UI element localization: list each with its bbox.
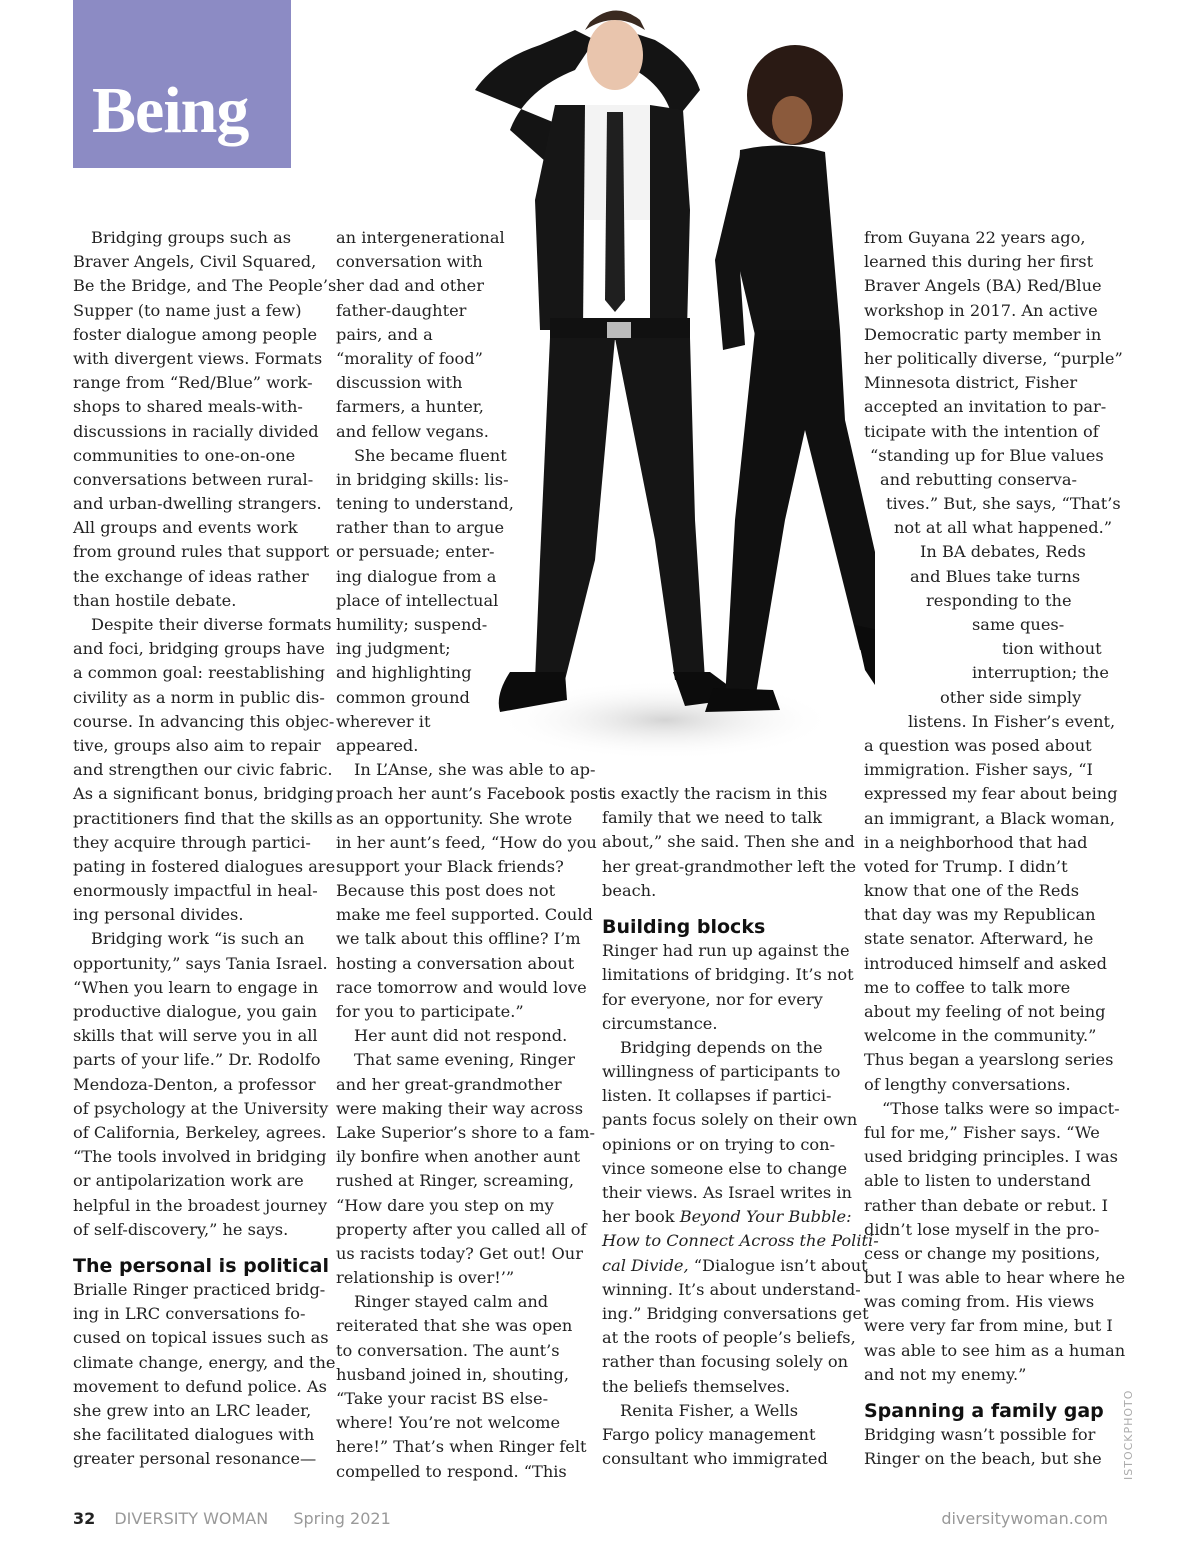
text-line: at the roots of people’s beliefs, — [602, 1328, 856, 1348]
text-line: helpful in the broadest journey — [73, 1195, 328, 1215]
text-line: with divergent views. Formats — [73, 348, 323, 368]
text-line: listen. It collapses if partici- — [602, 1086, 832, 1106]
text-line: was able to see him as a human — [864, 1340, 1126, 1360]
text-line: from Guyana 22 years ago, — [864, 228, 1086, 247]
text-line: state senator. Afterward, he — [864, 929, 1094, 949]
text-line: hosting a conversation about — [336, 953, 575, 973]
text-line: and rebutting conserva- — [880, 469, 1077, 489]
text-line: Minnesota district, Fisher — [864, 373, 1078, 393]
text-line: cal Divide, “Dialogue isn’t about — [602, 1255, 868, 1275]
text-line: ing personal divides. — [73, 905, 244, 925]
text-line: their views. As Israel writes in — [602, 1183, 852, 1202]
book-title-line: How to Connect Across the Politi- — [602, 1231, 879, 1251]
text-line: “When you learn to engage in — [73, 977, 319, 997]
text-line: her book Beyond Your Bubble: — [602, 1207, 852, 1227]
text-line: All groups and events work — [73, 518, 298, 538]
text-line: and her great-grandmother — [336, 1074, 562, 1094]
text-line: an immigrant, a Black woman, — [864, 808, 1115, 828]
section-title: Being — [92, 74, 249, 147]
text-line: ing in LRC conversations fo- — [73, 1304, 306, 1324]
text-line: welcome in the community.” — [864, 1026, 1097, 1046]
text-line: Her aunt did not respond. — [354, 1026, 568, 1046]
text-line: reiterated that she was open — [336, 1316, 573, 1336]
text-line: compelled to respond. “This — [336, 1461, 567, 1481]
text-line: ing.” Bridging conversations get — [602, 1303, 869, 1323]
text-line: she grew into an LRC leader, — [73, 1401, 312, 1420]
text-line: property after you called all of — [336, 1219, 587, 1239]
woman-figure — [705, 45, 875, 712]
text-line: didn’t lose myself in the pro- — [864, 1219, 1100, 1239]
text-line: humility; suspend- — [336, 615, 488, 634]
text-line: Thus began a yearslong series — [864, 1050, 1114, 1070]
text-line: “Take your racist BS else- — [336, 1389, 549, 1408]
text-line: a question was posed about — [864, 735, 1092, 755]
text-line: or antipolarization work are — [73, 1171, 304, 1191]
text-line: She became fluent — [354, 445, 507, 465]
text-line: opinions or on trying to con- — [602, 1134, 836, 1154]
text-line: Bridging wasn’t possible for — [864, 1425, 1096, 1445]
text-line: listens. In Fisher’s event, — [908, 711, 1116, 731]
text-line: “How dare you step on my — [336, 1195, 554, 1215]
text-line: voted for Trump. I didn’t — [864, 856, 1068, 876]
text-line: in her aunt’s feed, “How do you — [336, 832, 597, 852]
photo-credit: ISTOCKPHOTO — [1122, 1389, 1135, 1480]
text-line: Brialle Ringer practiced bridg- — [73, 1280, 326, 1300]
text-line: father-daughter — [336, 300, 467, 320]
text-line: in a neighborhood that had — [864, 832, 1088, 852]
text-line: circumstance. — [602, 1013, 718, 1033]
text-line: here!” That’s when Ringer felt — [336, 1437, 587, 1457]
text-line: of lengthy conversations. — [864, 1074, 1071, 1094]
text-line: of self-discovery,” he says. — [73, 1219, 289, 1239]
text-line: relationship is over!’” — [336, 1268, 515, 1288]
text-line: enormously impactful in heal- — [73, 881, 318, 901]
text-line: introduced himself and asked — [864, 953, 1107, 973]
text-line: wherever it — [336, 711, 431, 731]
footer-left — [73, 1509, 391, 1528]
text-line: a common goal: reestablishing — [73, 663, 325, 683]
text-line: ticipate with the intention of — [864, 421, 1099, 441]
text-line: conversation with — [336, 252, 483, 272]
text-line: Braver Angels, Civil Squared, — [73, 252, 317, 272]
text-line: Braver Angels (BA) Red/Blue — [864, 276, 1102, 296]
text-line: of psychology at the University — [73, 1098, 329, 1118]
text-line: they acquire through partici- — [73, 832, 311, 852]
text-line: ing dialogue from a — [336, 566, 497, 586]
text-line: and strengthen our civic fabric. — [73, 760, 333, 780]
subheading-personal-political: The personal is political — [73, 1254, 329, 1277]
text-line: Mendoza-Denton, a professor — [73, 1074, 316, 1094]
text-line: discussion with — [336, 373, 463, 393]
text-line: tives.” But, she says, “That’s — [886, 494, 1121, 514]
text-line: rushed at Ringer, screaming, — [336, 1171, 575, 1191]
text-line: ing judgment; — [336, 639, 451, 659]
text-line: learned this during her first — [864, 252, 1094, 272]
text-line: ful for me,” Fisher says. “We — [864, 1122, 1100, 1142]
text-line: foster dialogue among people — [73, 324, 318, 344]
text-line: in bridging skills: lis- — [336, 469, 509, 489]
text-line: an intergenerational — [336, 228, 505, 247]
text-line: range from “Red/Blue” work- — [73, 373, 313, 393]
text-line: the beliefs themselves. — [602, 1376, 791, 1396]
text-line: me to coffee to talk more — [864, 977, 1071, 997]
website-link[interactable]: diversitywoman.com — [941, 1509, 1108, 1528]
text-line: As a significant bonus, bridging — [73, 784, 334, 804]
text-line: willingness of participants to — [602, 1062, 841, 1082]
text-line: was coming from. His views — [864, 1292, 1095, 1312]
text-line: tening to understand, — [336, 494, 514, 514]
text-line: rather than focusing solely on — [602, 1352, 849, 1372]
text-line: climate change, energy, and the — [73, 1352, 336, 1372]
text-line: about my feeling of not being — [864, 1002, 1106, 1021]
text-line: race tomorrow and would love — [336, 977, 587, 997]
text-line: Renita Fisher, a Wells — [620, 1400, 798, 1420]
column-3 — [602, 782, 879, 1471]
text-line: Bridging depends on the — [620, 1037, 823, 1057]
text-line: for you to participate.” — [336, 1002, 524, 1021]
text-line: pating in fostered dialogues are — [73, 856, 336, 876]
text-line: In BA debates, Reds — [920, 542, 1086, 562]
text-line: greater personal resonance— — [73, 1449, 317, 1469]
issue-date: Spring 2021 — [293, 1509, 391, 1528]
text-line: limitations of bridging. It’s not — [602, 965, 854, 985]
text-line: interruption; the — [972, 663, 1109, 683]
text-line: Lake Superior’s shore to a fam- — [336, 1122, 595, 1142]
text-line: Despite their diverse formats — [91, 615, 332, 634]
text-line: than hostile debate. — [73, 590, 237, 610]
text-line: opportunity,” says Tania Israel. — [73, 953, 328, 973]
text-line: proach her aunt’s Facebook post — [336, 784, 605, 804]
text-line: us racists today? Get out! Our — [336, 1243, 583, 1263]
text-line: or persuade; enter- — [336, 542, 495, 562]
text-line: productive dialogue, you gain — [73, 1002, 318, 1021]
text-line: tive, groups also aim to repair — [73, 735, 321, 755]
text-line: same ques- — [972, 615, 1065, 634]
column-1 — [73, 226, 337, 1472]
text-line: and urban-dwelling strangers. — [73, 494, 322, 514]
text-line: communities to one-on-one — [73, 445, 296, 465]
text-line: conversations between rural- — [73, 469, 314, 489]
text-line: is exactly the racism in this — [602, 784, 828, 803]
text-line: winning. It’s about understand- — [602, 1279, 861, 1299]
text-line: expressed my fear about being — [864, 784, 1118, 804]
text-line: cess or change my positions, — [864, 1243, 1101, 1263]
text-line: Ringer stayed calm and — [354, 1292, 549, 1312]
text-line: Ringer on the beach, but she — [864, 1449, 1102, 1469]
page-number: 32 — [73, 1509, 96, 1528]
text-line: about,” she said. Then she and — [602, 832, 855, 852]
text-line: we talk about this offline? I’m — [336, 929, 581, 949]
text-line: “Those talks were so impact- — [882, 1098, 1120, 1118]
text-line: ily bonfire when another aunt — [336, 1147, 581, 1167]
subheading-spanning-family-gap: Spanning a family gap — [864, 1400, 1104, 1422]
text-line: and fellow vegans. — [336, 421, 489, 441]
text-line: In L’Anse, she was able to ap- — [354, 760, 596, 780]
text-line: consultant who immigrated — [602, 1449, 828, 1469]
text-line: “standing up for Blue values — [870, 445, 1104, 465]
text-line: her dad and other — [336, 276, 484, 296]
text-line: “The tools involved in bridging — [73, 1147, 327, 1167]
text-line: and highlighting — [336, 663, 472, 683]
text-line: make me feel supported. Could — [336, 905, 593, 925]
text-line: That same evening, Ringer — [354, 1050, 576, 1070]
text-line: rather than debate or rebut. I — [864, 1195, 1109, 1215]
text-line: from ground rules that support — [73, 542, 330, 562]
text-line: her great-grandmother left the — [602, 856, 857, 876]
text-line: beach. — [602, 880, 657, 900]
text-line: other side simply — [940, 687, 1082, 707]
text-line: place of intellectual — [336, 590, 499, 610]
text-line: common ground — [336, 687, 470, 707]
text-line: Ringer had run up against the — [602, 941, 850, 961]
text-line: pants focus solely on their own — [602, 1110, 858, 1130]
text-line: support your Black friends? — [336, 856, 564, 876]
text-line: rather than to argue — [336, 518, 505, 538]
text-line: Bridging groups such as — [91, 228, 292, 247]
text-line: immigration. Fisher says, “I — [864, 760, 1093, 780]
text-line: civility as a norm in public dis- — [73, 687, 325, 707]
text-line: parts of your life.” Dr. Rodolfo — [73, 1050, 321, 1070]
text-line: farmers, a hunter, — [336, 397, 484, 417]
text-line: she facilitated dialogues with — [73, 1425, 315, 1445]
text-line: course. In advancing this objec- — [73, 711, 335, 731]
text-line: Bridging work “is such an — [91, 929, 305, 949]
column-4 — [864, 226, 1126, 1472]
text-line: Supper (to name just a few) — [73, 300, 302, 320]
text-line: were very far from mine, but I — [864, 1316, 1113, 1336]
text-line: to conversation. The aunt’s — [336, 1340, 560, 1360]
text-line: appeared. — [336, 735, 419, 755]
magazine-name: DIVERSITY WOMAN — [114, 1509, 269, 1528]
text-line: Be the Bridge, and The People’s — [73, 276, 337, 296]
text-line: practitioners find that the skills — [73, 808, 333, 828]
subheading-building-blocks: Building blocks — [602, 915, 766, 938]
text-line: Fargo policy management — [602, 1424, 816, 1444]
text-line: used bridging principles. I was — [864, 1147, 1118, 1167]
text-line: family that we need to talk — [602, 808, 823, 828]
text-line: but I was able to hear where he — [864, 1268, 1126, 1288]
text-line: accepted an invitation to par- — [864, 397, 1107, 417]
text-line: know that one of the Reds — [864, 881, 1080, 901]
text-line: the exchange of ideas rather — [73, 566, 309, 586]
text-line: able to listen to understand — [864, 1171, 1091, 1191]
text-line: husband joined in, shouting, — [336, 1364, 569, 1384]
text-line: not at all what happened.” — [894, 518, 1113, 538]
text-line: that day was my Republican — [864, 905, 1096, 925]
text-line: and Blues take turns — [910, 566, 1081, 586]
text-line: movement to defund police. As — [73, 1376, 327, 1396]
text-line: her politically diverse, “purple” — [864, 348, 1123, 368]
text-line: of California, Berkeley, agrees. — [73, 1122, 327, 1142]
text-line: responding to the — [926, 590, 1072, 610]
text-line: skills that will serve you in all — [73, 1026, 318, 1046]
text-line: and foci, bridging groups have — [73, 639, 325, 659]
text-line: as an opportunity. She wrote — [336, 808, 573, 828]
text-line: workshop in 2017. An active — [864, 300, 1098, 320]
text-line: “morality of food” — [336, 348, 483, 368]
text-line: Because this post does not — [336, 881, 556, 901]
text-line: discussions in racially divided — [73, 421, 319, 441]
text-line: pairs, and a — [336, 324, 433, 344]
text-line: cused on topical issues such as — [73, 1328, 329, 1348]
text-line: and not my enemy.” — [864, 1364, 1027, 1384]
text-line: Democratic party member in — [864, 324, 1102, 344]
text-line: vince someone else to change — [602, 1158, 848, 1178]
column-2 — [336, 226, 605, 1484]
text-line: for everyone, nor for every — [602, 989, 823, 1009]
text-line: where! You’re not welcome — [336, 1413, 561, 1433]
text-line: were making their way across — [336, 1098, 584, 1118]
text-line: shops to shared meals-with- — [73, 397, 303, 417]
text-line: tion without — [1002, 639, 1102, 659]
